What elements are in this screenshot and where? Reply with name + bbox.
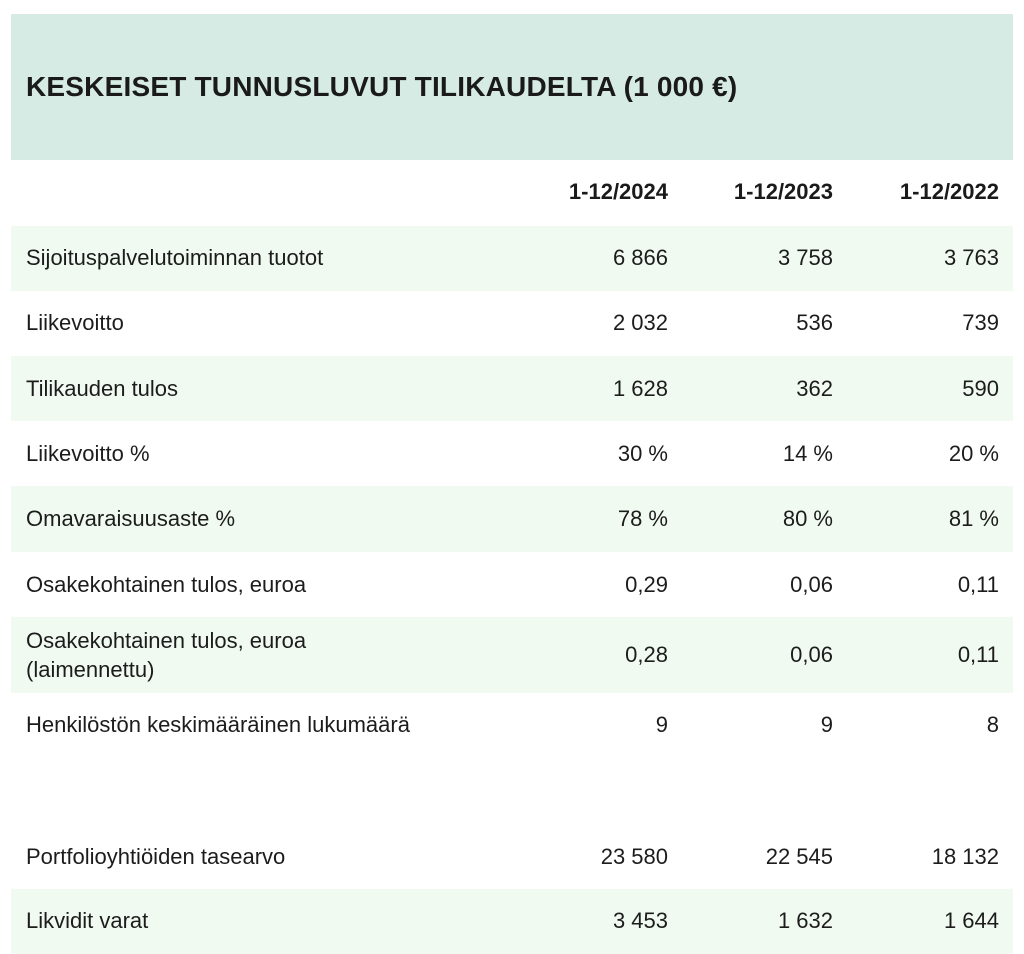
row-value: 0,11 [957, 642, 999, 667]
row-value: 0,11 [957, 572, 999, 597]
table-row [11, 356, 1013, 421]
row-value: 23 580 [600, 844, 668, 869]
row-value: 0,06 [790, 572, 833, 597]
row-value: 9 [655, 712, 668, 737]
row-value: 18 132 [931, 844, 999, 869]
row-value: 9 [820, 712, 833, 737]
table-row [11, 421, 1013, 486]
row-label-continued: (laimennettu) [26, 657, 155, 682]
column-header-2022: 1-12/2022 [899, 179, 999, 204]
row-label: Tilikauden tulos [26, 376, 179, 401]
row-value: 739 [962, 310, 999, 335]
row-value: 0,29 [625, 572, 668, 597]
row-label: Osakekohtainen tulos, euroa [26, 572, 307, 597]
row-value: 3 758 [777, 245, 833, 270]
row-label: Sijoituspalvelutoiminnan tuotot [26, 245, 324, 270]
row-value: 3 453 [612, 908, 668, 933]
column-headers [11, 160, 1013, 226]
row-label: Henkilöstön keskimääräinen lukumäärä [26, 712, 410, 737]
row-label: Omavaraisuusaste % [26, 506, 236, 531]
row-value: 8 [986, 712, 999, 737]
row-label: Likvidit varat [26, 908, 149, 933]
row-value: 3 763 [943, 245, 999, 270]
row-value: 14 % [782, 441, 833, 466]
row-value: 1 644 [943, 908, 999, 933]
table-row [11, 486, 1013, 552]
table-row [11, 617, 1013, 693]
row-value: 80 % [782, 506, 833, 531]
row-value: 22 545 [765, 844, 833, 869]
row-value: 362 [796, 376, 833, 401]
row-value: 0,06 [790, 642, 833, 667]
row-value: 536 [796, 310, 833, 335]
row-value: 6 866 [612, 245, 668, 270]
row-value: 30 % [617, 441, 668, 466]
row-value: 2 032 [612, 310, 668, 335]
row-label: Osakekohtainen tulos, euroa [26, 628, 307, 653]
column-header-2023: 1-12/2023 [733, 179, 833, 204]
table-row [11, 889, 1013, 954]
row-value: 1 632 [777, 908, 833, 933]
row-value: 20 % [948, 441, 999, 466]
row-value: 78 % [617, 506, 668, 531]
row-label: Portfolioyhtiöiden tasearvo [26, 844, 286, 869]
table-row [11, 226, 1013, 291]
row-value: 1 628 [612, 376, 668, 401]
row-label: Liikevoitto [26, 310, 124, 335]
table-row [11, 693, 1013, 759]
table-title: KESKEISET TUNNUSLUVUT TILIKAUDELTA (1 000 €) [26, 71, 738, 102]
row-value: 590 [962, 376, 999, 401]
row-value: 81 % [948, 506, 999, 531]
table-row [11, 552, 1013, 617]
row-value: 0,28 [625, 642, 668, 667]
column-header-2024: 1-12/2024 [568, 179, 668, 204]
table-row [11, 824, 1013, 889]
row-label: Liikevoitto % [26, 441, 150, 466]
table-header-banner [11, 14, 1013, 160]
table-row [11, 291, 1013, 356]
